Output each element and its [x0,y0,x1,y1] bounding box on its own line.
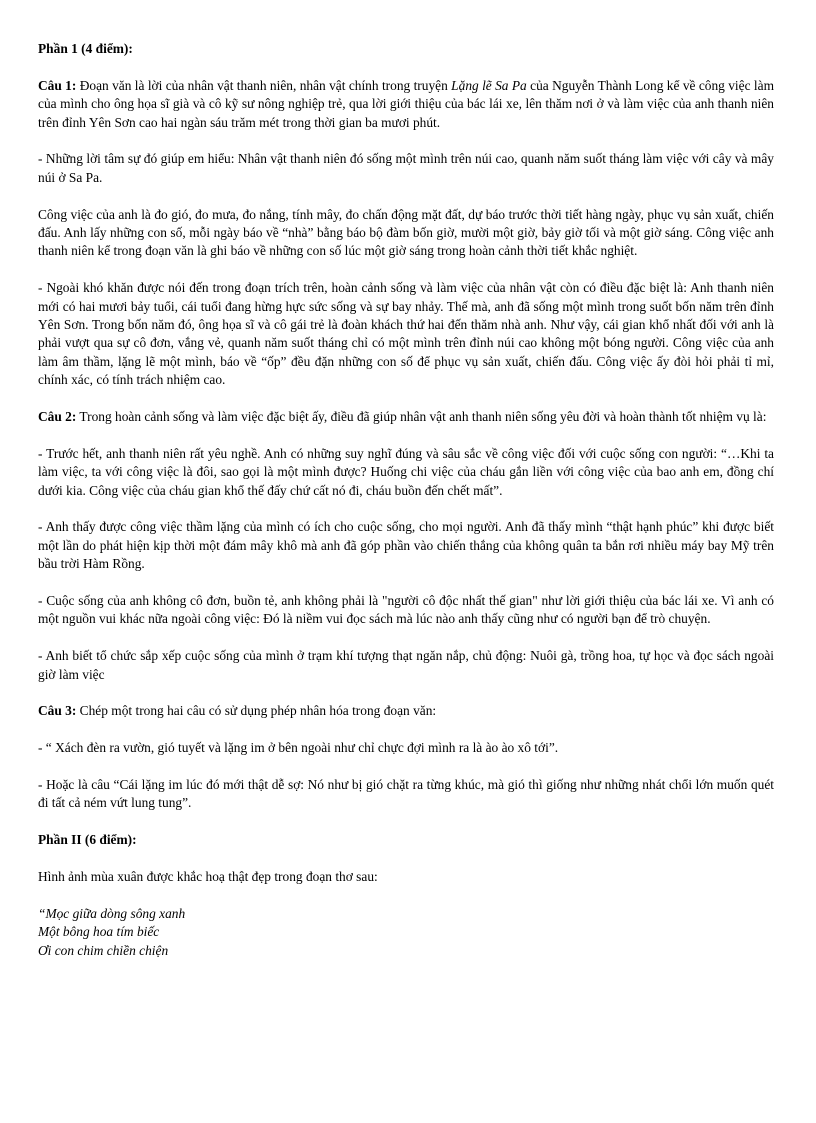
story-title: Lặng lẽ Sa Pa [451,77,527,93]
q2-paragraph-4: - Anh biết tổ chức sắp xếp cuộc sống của mình ở trạm khí tượng thạt ngăn nắp, chủ động: Nuôi gà, trồng hoa, tự học và đọc sách ngoài giờ làm việc [38,648,774,682]
poem-line: Một bông hoa tím biếc [38,924,160,940]
q2-paragraph-3: - Cuộc sống của anh không cô đơn, buồn tẻ, anh không phải là "người cô độc nhất thế gian" như lời giới thiệu của bác lái xe. Vì anh có một nguồn vui khác nữa ngoài công việc: Đó là niềm vui đọc sách mà lúc nào anh thấy cũng như có người bạn để trò chuyện. [38,593,774,627]
q3-label: Câu 3: [38,703,77,719]
part1-heading: Phần 1 (4 điểm): [38,41,133,56]
q1-text-a: Đoạn văn là lời của nhân vật thanh niên, nhân vật chính trong truyện [76,77,452,93]
document-page [38,40,774,960]
poem-line: Ơi con chim chiền chiện [38,942,169,958]
q3-intro: Chép một trong hai câu có sử dụng phép nhân hóa trong đoạn văn: [76,703,437,719]
part2-prompt: Hình ảnh mùa xuân được khắc hoạ thật đẹp trong đoạn thơ sau: [38,869,378,885]
q3-paragraph-2: - Hoặc là câu “Cái lặng im lúc đó mới thật dễ sợ: Nó như bị gió chặt ra từng khúc, mà gió thì giống như những nhát chổi lớn muốn quét đi tất cả ném vứt lung tung”. [38,777,774,811]
part2-heading: Phần II (6 điểm): [38,832,137,848]
q2-intro: Trong hoàn cảnh sống và làm việc đặc biệt ấy, điều đã giúp nhân vật anh thanh niên sống yêu đời và hoàn thành tốt nhiệm vụ là: [76,409,767,425]
q2-paragraph-2: - Anh thấy được công việc thầm lặng của mình có ích cho cuộc sống, cho mọi người. Anh đã thấy mình “thật hạnh phúc” khi được biết một lần do phát hiện kịp thời một đám mây khô mà anh đã góp phần vào chiến thắng của không quân ta bắn rơi nhiều máy bay Mỹ trên bầu trời Hàm Rồng. [38,519,774,572]
poem [38,905,774,960]
q3-paragraph-1: - “ Xách đèn ra vườn, gió tuyết và lặng im ở bên ngoài như chỉ chực đợi mình ra là ào ào xô tới”. [38,740,559,756]
q2-label: Câu 2: [38,409,77,425]
q1-label: Câu 1: [38,77,77,93]
q2-paragraph-1: - Trước hết, anh thanh niên rất yêu nghề. Anh có những suy nghĩ đúng và sâu sắc về công việc đối với cuộc sống con người: “…Khi ta làm việc, ta với công việc là đôi, sao gọi là một mình được? Huống chi việc của cháu gắn liền với công việc của bao anh em, đồng chí dưới kia. Công việc của cháu gian khổ thế đấy chứ cất nó đi, cháu buồn đến chết mất”. [38,445,774,498]
q3-paragraph [38,702,774,720]
poem-line: “Mọc giữa dòng sông xanh [38,905,186,921]
q1-paragraph-2: - Những lời tâm sự đó giúp em hiểu: Nhân vật thanh niên đó sống một mình trên núi cao, quanh năm suốt tháng làm việc với cây và mây núi ở Sa Pa. [38,151,774,185]
q1-paragraph-4: - Ngoài khó khăn được nói đến trong đoạn trích trên, hoàn cảnh sống và làm việc của nhân vật còn có điều đặc biệt là: Anh thanh niên mới có hai mươi bảy tuổi, cái tuổi đang hừng hực sức sống và sự bay nhảy. Thế mà, anh đã sống một mình trong suốt bốn năm trên đỉnh Yên Sơn. Trong bốn năm đó, ông họa sĩ và cô gái trẻ là đoàn khách thứ hai đến thăm nhà anh. Như vậy, cái gian khổ nhất đối với anh là phải vượt qua sự cô đơn, vắng vẻ, quanh năm suốt tháng chỉ có một mình trên đỉnh núi cao không một bóng người. Công việc của anh làm âm thầm, lặng lẽ một mình, báo về “ốp” đều đặn những con số để phục vụ sản xuất, chiến đấu. Công việc ấy đòi hỏi phải tỉ mỉ, chính xác, có tính trách nhiệm cao. [38,280,774,388]
q2-paragraph [38,408,774,426]
q1-paragraph-3: Công việc của anh là đo gió, đo mưa, đo nắng, tính mây, đo chấn động mặt đất, dự báo trước thời tiết hàng ngày, phục vụ sản xuất, chiến đấu. Anh lấy những con số, mỗi ngày báo về “nhà” bằng báo bộ đàm bốn giờ, mười một giờ, bảy giờ tối và một giờ sáng. Công việc anh thanh niên kể trong đoạn văn là ghi báo về những con số lúc một giờ sáng trong hoàn cảnh thời tiết khắc nghiệt. [38,206,774,259]
q1-paragraph [38,77,774,132]
q1-text-b: của Nguyễn Thành Long kể về công việc làm của mình cho ông họa sĩ già và cô kỹ sư nông nghiệp trẻ, qua lời giới thiệu của bác lái xe, lên thăm nơi ở và làm việc của anh thanh niên trên đỉnh Yên Sơn cao hai ngàn sáu trăm mét trong thời gian ba mươi phút. [38,77,774,130]
